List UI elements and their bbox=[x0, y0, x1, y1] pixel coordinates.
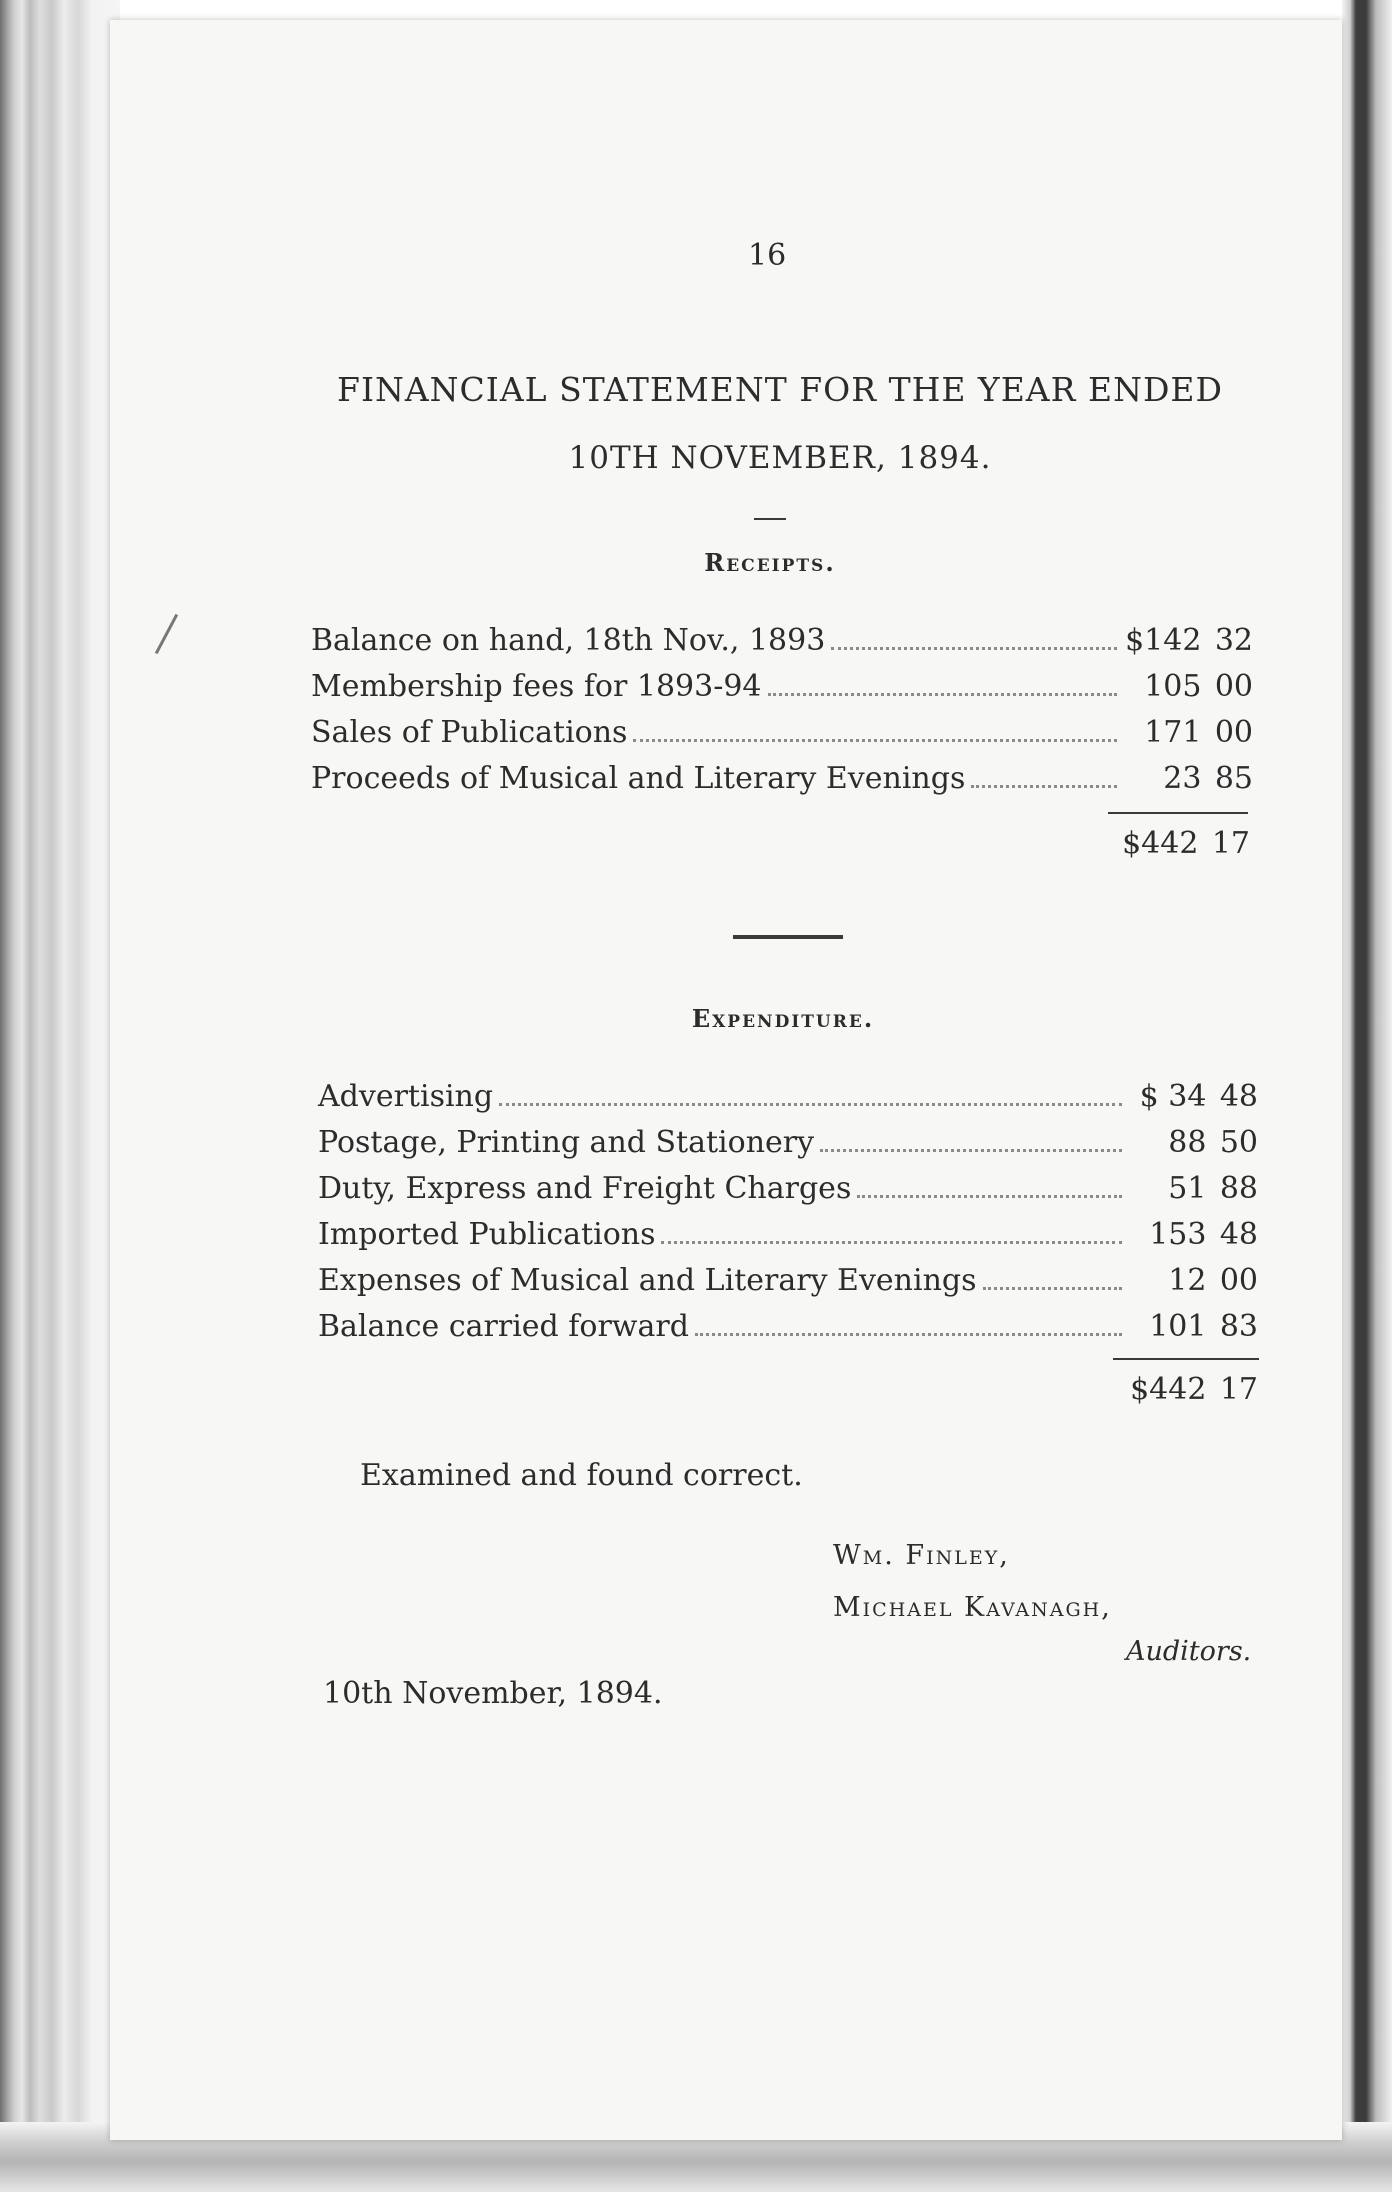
leader-dots bbox=[661, 1240, 1122, 1244]
expenditure-label: Balance carried forward bbox=[318, 1309, 689, 1344]
auditor-name: Michael Kavanagh, bbox=[833, 1592, 1112, 1623]
expenditure-label: Advertising bbox=[318, 1079, 494, 1114]
expenditure-row bbox=[318, 1258, 1258, 1298]
expenditure-cents: 83 bbox=[1219, 1309, 1258, 1344]
receipts-total-cents: 17 bbox=[1211, 826, 1250, 861]
expenditure-row bbox=[318, 1166, 1258, 1206]
certification-text: Examined and found correct. bbox=[360, 1458, 803, 1493]
receipt-dollars: 105 bbox=[1144, 669, 1202, 704]
receipts-heading: Receipts. bbox=[704, 548, 836, 577]
statement-subtitle: 10TH NOVEMBER, 1894. bbox=[568, 440, 992, 476]
expenditure-label: Expenses of Musical and Literary Evenings bbox=[318, 1263, 977, 1298]
book-left-edge bbox=[0, 0, 120, 2192]
leader-dots bbox=[971, 784, 1117, 788]
auditors-role: Auditors. bbox=[1126, 1636, 1252, 1667]
auditor-name: Wm. Finley, bbox=[833, 1540, 1010, 1571]
expenditure-dollars: 12 bbox=[1168, 1263, 1207, 1298]
receipt-dollars: 171 bbox=[1144, 715, 1202, 750]
leader-dots bbox=[768, 692, 1117, 696]
receipts-total bbox=[1110, 826, 1250, 861]
expenditure-dollars: 51 bbox=[1168, 1171, 1207, 1206]
receipt-dollars: 23 bbox=[1163, 761, 1202, 796]
receipt-row bbox=[311, 710, 1253, 750]
expenditure-row bbox=[318, 1304, 1258, 1344]
receipt-row bbox=[311, 664, 1253, 704]
statement-title: FINANCIAL STATEMENT FOR THE YEAR ENDED bbox=[337, 370, 1223, 409]
expenditure-label: Imported Publications bbox=[318, 1217, 656, 1252]
receipts-total-rule bbox=[1108, 812, 1248, 814]
expenditure-cents: 00 bbox=[1219, 1263, 1258, 1298]
expenditure-label: Postage, Printing and Stationery bbox=[318, 1125, 815, 1160]
expenditure-cents: 88 bbox=[1219, 1171, 1258, 1206]
receipt-cents: 85 bbox=[1214, 761, 1253, 796]
expenditure-row bbox=[318, 1120, 1258, 1160]
leader-dots bbox=[695, 1332, 1122, 1336]
receipt-label: Proceeds of Musical and Literary Evenings bbox=[311, 761, 966, 796]
expenditure-total-rule bbox=[1113, 1358, 1259, 1360]
receipt-cents: 32 bbox=[1214, 623, 1253, 658]
expenditure-dollars: $ 34 bbox=[1139, 1079, 1207, 1114]
section-divider bbox=[733, 935, 843, 939]
expenditure-heading: Expenditure. bbox=[691, 1004, 875, 1033]
expenditure-total-cents: 17 bbox=[1219, 1372, 1258, 1407]
receipt-row bbox=[311, 618, 1253, 658]
expenditure-dollars: 101 bbox=[1149, 1309, 1207, 1344]
title-divider bbox=[754, 518, 786, 520]
leader-dots bbox=[831, 646, 1117, 650]
expenditure-label: Duty, Express and Freight Charges bbox=[318, 1171, 852, 1206]
receipt-label: Membership fees for 1893-94 bbox=[311, 669, 762, 704]
page-number: 16 bbox=[748, 238, 787, 273]
expenditure-cents: 50 bbox=[1219, 1125, 1258, 1160]
leader-dots bbox=[983, 1286, 1123, 1290]
receipts-total-dollars: $442 bbox=[1122, 826, 1199, 861]
expenditure-row bbox=[318, 1212, 1258, 1252]
expenditure-cents: 48 bbox=[1219, 1079, 1258, 1114]
leader-dots bbox=[857, 1194, 1122, 1198]
receipt-label: Sales of Publications bbox=[311, 715, 628, 750]
receipt-dollars: $142 bbox=[1125, 623, 1202, 658]
receipt-cents: 00 bbox=[1214, 715, 1253, 750]
expenditure-dollars: 153 bbox=[1149, 1217, 1207, 1252]
receipt-row bbox=[311, 756, 1253, 796]
expenditure-dollars: 88 bbox=[1168, 1125, 1207, 1160]
receipt-cents: 00 bbox=[1214, 669, 1253, 704]
expenditure-row bbox=[318, 1074, 1258, 1114]
expenditure-total bbox=[1118, 1372, 1258, 1407]
book-right-edge bbox=[1342, 0, 1392, 2192]
leader-dots bbox=[633, 738, 1117, 742]
statement-date: 10th November, 1894. bbox=[323, 1676, 663, 1711]
expenditure-cents: 48 bbox=[1219, 1217, 1258, 1252]
expenditure-total-dollars: $442 bbox=[1130, 1372, 1207, 1407]
leader-dots bbox=[820, 1148, 1122, 1152]
leader-dots bbox=[499, 1102, 1122, 1106]
receipt-label: Balance on hand, 18th Nov., 1893 bbox=[311, 623, 826, 658]
